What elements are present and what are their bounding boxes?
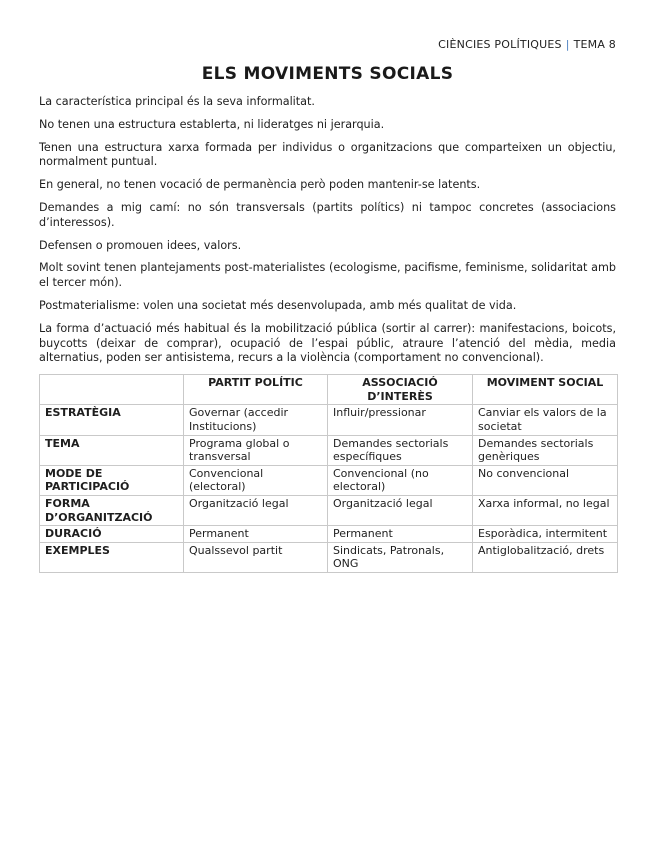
table-cell: Influir/pressionar [328, 405, 473, 435]
paragraph: Molt sovint tenen plantejaments post-materialistes (ecologisme, pacifisme, feminisme, solidaritat amb el tercer món). [39, 261, 616, 290]
table-cell: Organització legal [184, 495, 328, 525]
paragraph: Defensen o promouen idees, valors. [39, 238, 242, 252]
table-cell: Convencional (electoral) [184, 465, 328, 495]
table-cell: Programa global o transversal [184, 435, 328, 465]
table-header-cell [40, 375, 184, 405]
header-subject: CIÈNCIES POLÍTIQUES [438, 38, 562, 51]
table-cell: Sindicats, Patronals, ONG [328, 542, 473, 572]
table-cell: Governar (accedir Institucions) [184, 405, 328, 435]
header-separator: | [565, 38, 570, 51]
table-cell: Demandes sectorials específiques [328, 435, 473, 465]
row-header-cell: ESTRATÈGIA [40, 405, 184, 435]
paragraph: Demandes a mig camí: no són transversals (partits polítics) ni tampoc concretes (associacions d’interessos). [39, 200, 616, 229]
table-cell: Organització legal [328, 495, 473, 525]
table-cell: Convencional (no electoral) [328, 465, 473, 495]
table-row [40, 435, 618, 465]
table-cell: No convencional [473, 465, 618, 495]
paragraph: La característica principal és la seva informalitat. [39, 95, 315, 108]
paragraph: Tenen una estructura xarxa formada per individus o organitzacions que comparteixen un objectiu, normalment puntual. [39, 140, 616, 169]
table-row [40, 542, 618, 572]
table-header-cell: ASSOCIACIÓ D’INTERÈS [328, 375, 473, 405]
table-row [40, 405, 618, 435]
row-header-cell: FORMA D’ORGANITZACIÓ [40, 495, 184, 525]
row-header-cell: DURACIÓ [40, 526, 184, 543]
table-cell: Demandes sectorials genèriques [473, 435, 618, 465]
table-row [40, 526, 618, 543]
row-header-cell: TEMA [40, 435, 184, 465]
table-cell: Permanent [184, 526, 328, 543]
table-header-cell: PARTIT POLÍTIC [184, 375, 328, 405]
paragraph: En general, no tenen vocació de permanència però poden mantenir-se latents. [39, 178, 481, 192]
table-cell: Permanent [328, 526, 473, 543]
row-header-cell: MODE DE PARTICIPACIÓ [40, 465, 184, 495]
row-header-cell: EXEMPLES [40, 542, 184, 572]
paragraph: No tenen una estructura establerta, ni lideratges ni jerarquia. [39, 117, 385, 131]
paragraph: Postmaterialisme: volen una societat més desenvolupada, amb més qualitat de vida. [39, 298, 517, 312]
table-row [40, 495, 618, 525]
comparison-table [39, 374, 618, 573]
content-body [39, 95, 616, 573]
table-cell: Canviar els valors de la societat [473, 405, 618, 435]
table-cell: Esporàdica, intermitent [473, 526, 618, 543]
header-tema: TEMA 8 [573, 38, 616, 51]
table-header-cell: MOVIMENT SOCIAL [473, 375, 618, 405]
page-title: ELS MOVIMENTS SOCIALS [201, 64, 454, 84]
table-cell: Qualssevol partit [184, 542, 328, 572]
page-header [438, 38, 616, 51]
table-row [40, 465, 618, 495]
paragraph: La forma d’actuació més habitual és la mobilització pública (sortir al carrer): manifestacions, boicots, buycotts (deixar de comprar), ocupació de l’espai públic, atraure l’atenció del mèdia, media alternatius, poden ser antisistema, recurs a la violència (comportament no convencional). [39, 321, 616, 365]
table-cell: Antiglobalització, drets [473, 542, 618, 572]
table-cell: Xarxa informal, no legal [473, 495, 618, 525]
table-header-row [40, 375, 618, 405]
